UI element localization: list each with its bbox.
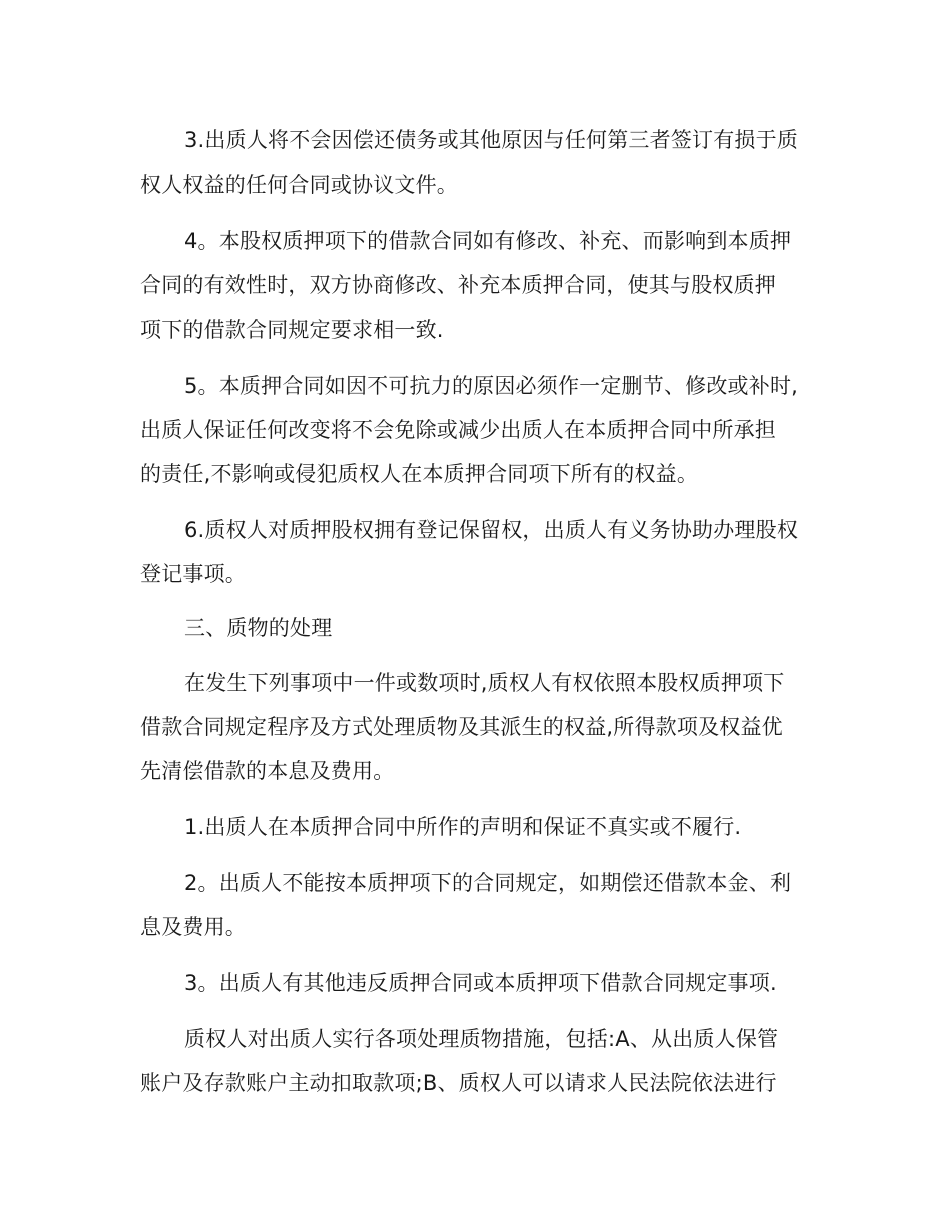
paragraph-line: 3。出质人有其他违反质押合同或本质押项下借款合同规定事项. [184,971,777,995]
section-heading: 三、质物的处理 [184,616,333,640]
paragraph-line: 项下的借款合同规定要求相一致. [140,318,444,342]
paragraph-line: 3.出质人将不会因偿还债务或其他原因与任何第三者签订有损于质 [184,128,799,152]
paragraph-line: 在发生下列事项中一件或数项时,质权人有权依照本股权质押项下 [184,671,785,695]
paragraph-line: 5。本质押合同如因不可抗力的原因必须作一定删节、修改或补时, [184,374,799,398]
paragraph-line: 权人权益的任何合同或协议文件。 [140,173,458,197]
paragraph-line: 1.出质人在本质押合同中所作的声明和保证不真实或不履行. [184,815,742,839]
paragraph-line: 2。出质人不能按本质押项下的合同规定，如期偿还借款本金、利 [184,871,792,895]
paragraph-line: 4。本股权质押项下的借款合同如有修改、补充、而影响到本质押 [184,229,792,253]
paragraph-line: 的责任,不影响或侵犯质权人在本质押合同项下所有的权益。 [140,462,699,486]
paragraph-line: 登记事项。 [140,562,246,586]
paragraph-line: 息及费用。 [140,915,246,939]
paragraph-line: 先清偿借款的本息及费用。 [140,759,395,783]
paragraph-line: 账户及存款账户主动扣取款项;B、质权人可以请求人民法院依法进行 [140,1071,777,1095]
paragraph-line: 质权人对出质人实行各项处理质物措施，包括:A、从出质人保管 [184,1027,779,1051]
paragraph-line: 6.质权人对质押股权拥有登记保留权，出质人有义务协助办理股权 [184,518,799,542]
paragraph-line: 合同的有效性时，双方协商修改、补充本质押合同，使其与股权质押 [140,273,776,297]
paragraph-line: 出质人保证任何改变将不会免除或减少出质人在本质押合同中所承担 [140,418,776,442]
paragraph-line: 借款合同规定程序及方式处理质物及其派生的权益,所得款项及权益优 [140,715,783,739]
